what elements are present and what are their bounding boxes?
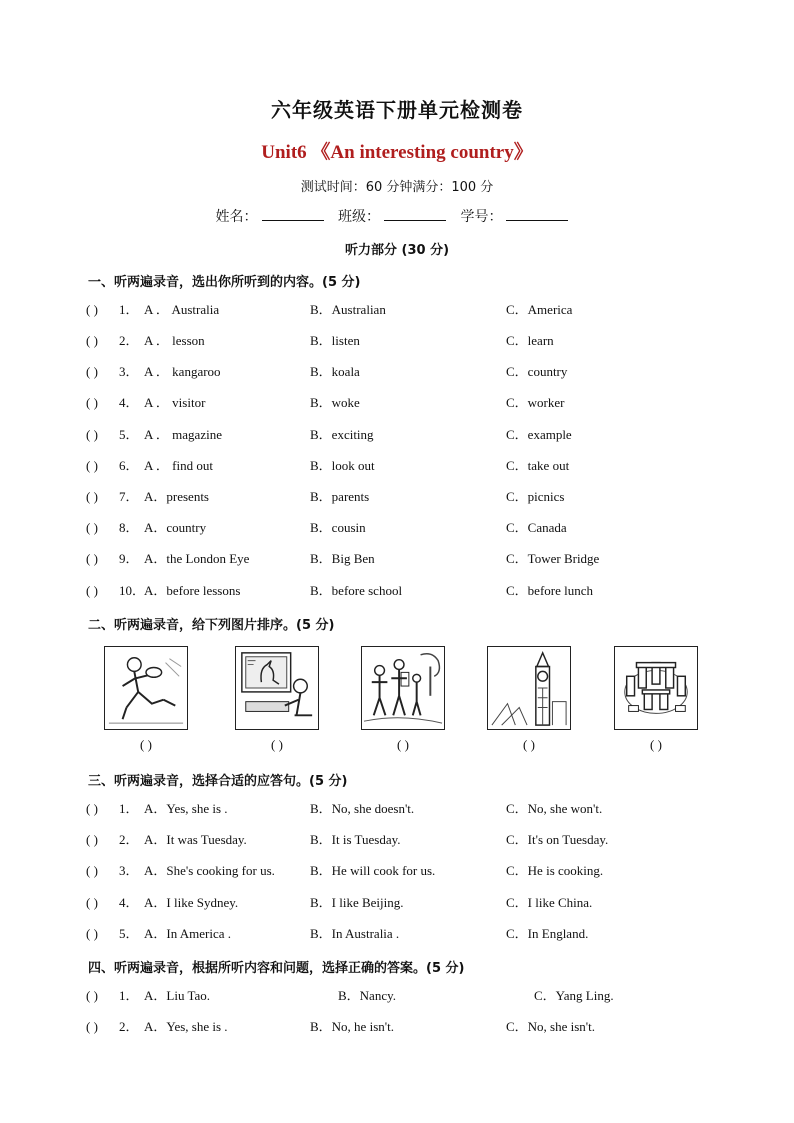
name-blank[interactable] <box>262 208 324 221</box>
name-label: 姓名： <box>215 209 258 225</box>
option-b: B．No, he isn't. <box>310 1019 394 1034</box>
picture-5-answer-paren[interactable]: ( ) <box>650 737 662 752</box>
answer-paren[interactable]: ( ) <box>86 926 98 941</box>
answer-paren[interactable]: ( ) <box>86 583 98 598</box>
option-a: A．before lessons <box>144 583 241 598</box>
answer-paren[interactable]: ( ) <box>86 395 98 410</box>
rugby-player-icon <box>105 647 187 729</box>
option-c: C．picnics <box>506 489 565 504</box>
option-b: B．Australian <box>310 302 386 317</box>
option-b: B．Big Ben <box>310 551 375 566</box>
option-a: A．I like Sydney. <box>144 895 239 910</box>
option-c: C．Yang Ling. <box>534 988 614 1003</box>
option-a: A．She's cooking for us. <box>144 863 275 878</box>
answer-paren[interactable]: ( ) <box>86 520 98 535</box>
picture-4-answer-paren[interactable]: ( ) <box>523 737 535 752</box>
question-row <box>86 1017 726 1037</box>
option-c: C．It's on Tuesday. <box>506 832 609 847</box>
option-b: B．He will cook for us. <box>310 863 436 878</box>
question-number: 6． <box>119 458 139 473</box>
option-b: B．woke <box>310 395 360 410</box>
option-c: C．take out <box>506 458 570 473</box>
family-hiking-icon <box>362 647 444 729</box>
option-b: B．exciting <box>310 427 374 442</box>
question-row <box>86 581 726 601</box>
question-number: 9． <box>119 551 139 566</box>
question-number: 4． <box>119 395 139 410</box>
student-id-blank[interactable] <box>506 208 568 221</box>
question-row <box>86 986 726 1006</box>
question-number: 5． <box>119 926 139 941</box>
question-row <box>86 425 726 445</box>
option-c: C．America <box>506 302 573 317</box>
picture-2-answer-paren[interactable]: ( ) <box>271 737 283 752</box>
option-c: C．In England. <box>506 926 589 941</box>
option-b: B．before school <box>310 583 403 598</box>
big-ben-picture <box>487 646 571 730</box>
option-a: A ． visitor <box>144 395 206 410</box>
question-number: 1． <box>119 302 139 317</box>
answer-paren[interactable]: ( ) <box>86 863 98 878</box>
option-c: C．He is cooking. <box>506 863 604 878</box>
stonehenge-icon <box>615 647 697 729</box>
question-row <box>86 331 726 351</box>
question-row <box>86 861 726 881</box>
option-c: C．before lunch <box>506 583 594 598</box>
question-row <box>86 893 726 913</box>
option-b: B．In Australia . <box>310 926 400 941</box>
answer-paren[interactable]: ( ) <box>86 832 98 847</box>
option-c: C．example <box>506 427 572 442</box>
section-2-heading: 二、听两遍录音，给下列图片排序。(5 分) <box>88 618 335 633</box>
question-row <box>86 456 726 476</box>
section-4-heading: 四、听两遍录音，根据所听内容和问题，选择正确的答案。(5 分) <box>88 961 465 976</box>
question-number: 10． <box>119 583 146 598</box>
option-c: C．Tower Bridge <box>506 551 600 566</box>
question-number: 1． <box>119 988 139 1003</box>
answer-paren[interactable]: ( ) <box>86 333 98 348</box>
question-number: 4． <box>119 895 139 910</box>
option-a: A ． magazine <box>144 427 222 442</box>
answer-paren[interactable]: ( ) <box>86 1019 98 1034</box>
answer-paren[interactable]: ( ) <box>86 427 98 442</box>
option-a: A．country <box>144 520 207 535</box>
option-a: A ． Australia <box>144 302 220 317</box>
option-a: A．Yes, she is . <box>144 1019 228 1034</box>
option-b: B．It is Tuesday. <box>310 832 401 847</box>
option-b: B．I like Beijing. <box>310 895 404 910</box>
answer-paren[interactable]: ( ) <box>86 489 98 504</box>
question-row <box>86 362 726 382</box>
question-row <box>86 393 726 413</box>
answer-paren[interactable]: ( ) <box>86 302 98 317</box>
answer-paren[interactable]: ( ) <box>86 551 98 566</box>
answer-paren[interactable]: ( ) <box>86 988 98 1003</box>
family-hiking-picture <box>361 646 445 730</box>
option-a: A ． find out <box>144 458 213 473</box>
stonehenge-picture <box>614 646 698 730</box>
option-c: C．country <box>506 364 568 379</box>
option-a: A．In America . <box>144 926 232 941</box>
question-row <box>86 487 726 507</box>
question-number: 8． <box>119 520 139 535</box>
question-number: 1． <box>119 801 139 816</box>
question-number: 3． <box>119 364 139 379</box>
option-c: C．No, she isn't. <box>506 1019 596 1034</box>
picture-1-answer-paren[interactable]: ( ) <box>140 737 152 752</box>
option-c: C．I like China. <box>506 895 593 910</box>
question-row <box>86 549 726 569</box>
exam-title: 六年级英语下册单元检测卷 <box>271 98 523 122</box>
option-a: A．It was Tuesday. <box>144 832 247 847</box>
option-b: B．No, she doesn't. <box>310 801 415 816</box>
option-b: B．listen <box>310 333 360 348</box>
question-row <box>86 300 726 320</box>
test-time-info: 测试时间：60 分钟满分：100 分 <box>300 180 494 195</box>
option-b: B．cousin <box>310 520 366 535</box>
big-ben-icon <box>488 647 570 729</box>
option-b: B．koala <box>310 364 360 379</box>
option-a: A．Liu Tao. <box>144 988 211 1003</box>
class-label: 班级： <box>338 209 380 225</box>
rugby-player-picture <box>104 646 188 730</box>
question-number: 2． <box>119 1019 139 1034</box>
section-1-heading: 一、听两遍录音，选出你所听到的内容。(5 分) <box>88 275 361 290</box>
option-a: A．presents <box>144 489 209 504</box>
question-number: 3． <box>119 863 139 878</box>
option-c: C．learn <box>506 333 554 348</box>
question-row <box>86 799 726 819</box>
student-id-label: 学号： <box>460 209 503 225</box>
option-a: A．the London Eye <box>144 551 250 566</box>
answer-paren[interactable]: ( ) <box>86 458 98 473</box>
option-a: A ． kangaroo <box>144 364 221 379</box>
section-3-heading: 三、听两遍录音，选择合适的应答句。(5 分) <box>88 774 348 789</box>
option-a: A ． lesson <box>144 333 205 348</box>
student-info-row <box>0 206 794 226</box>
option-c: C．Canada <box>506 520 567 535</box>
answer-paren[interactable]: ( ) <box>86 895 98 910</box>
option-b: B．Nancy. <box>338 988 397 1003</box>
class-blank[interactable] <box>384 208 446 221</box>
option-c: C．No, she won't. <box>506 801 603 816</box>
question-number: 5． <box>119 427 139 442</box>
question-row <box>86 518 726 538</box>
option-b: B．look out <box>310 458 375 473</box>
question-number: 2． <box>119 333 139 348</box>
computer-kangaroo-icon <box>236 647 318 729</box>
listening-part-label: 听力部分 (30 分) <box>344 243 450 258</box>
picture-3-answer-paren[interactable]: ( ) <box>397 737 409 752</box>
option-c: C．worker <box>506 395 565 410</box>
option-b: B．parents <box>310 489 370 504</box>
question-number: 2． <box>119 832 139 847</box>
computer-kangaroo-picture <box>235 646 319 730</box>
unit-subtitle: Unit6 《An interesting country》 <box>261 142 533 163</box>
question-row <box>86 830 726 850</box>
answer-paren[interactable]: ( ) <box>86 364 98 379</box>
option-a: A．Yes, she is . <box>144 801 228 816</box>
question-number: 7． <box>119 489 139 504</box>
answer-paren[interactable]: ( ) <box>86 801 98 816</box>
picture-row <box>104 646 704 756</box>
question-row <box>86 924 726 944</box>
